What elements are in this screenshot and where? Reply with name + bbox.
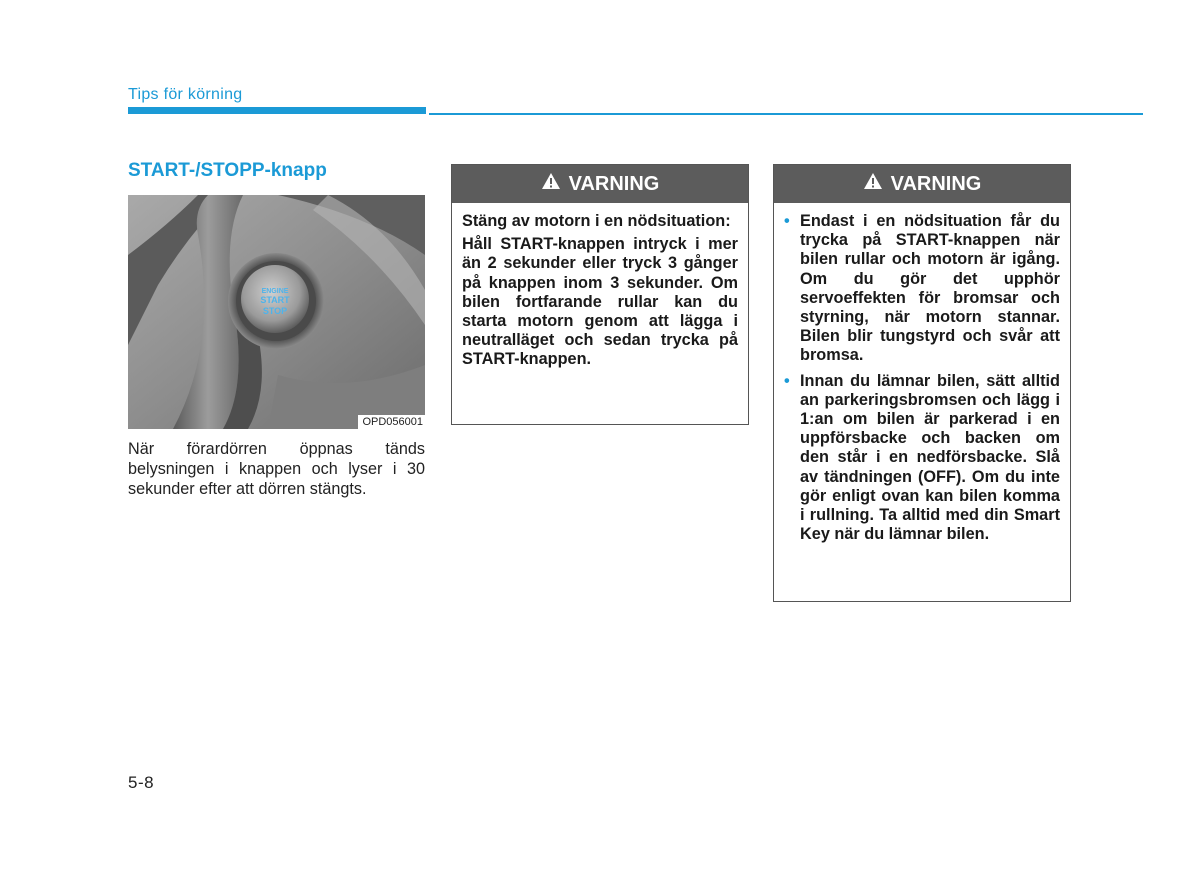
button-label-stop: STOP: [262, 306, 288, 316]
start-stop-button-photo: [128, 195, 425, 429]
page-number: 5-8: [128, 773, 155, 792]
warning-header-1: [452, 165, 748, 203]
warning-box-1: [451, 164, 749, 425]
warning-box-2: [773, 164, 1071, 602]
warning2-bullet-2: [784, 372, 1060, 545]
body-paragraph: När förardörren öppnas tänds belysningen i knappen och lyser i 30 sekunder efter att dörren stängts.: [128, 440, 425, 498]
warning2-bullet-text-2: Innan du lämnar bilen, sätt alltid an parkeringsbromsen och lägg i 1:an om bilen är parkerad i en uppförsbacke och backen om den står i en nedförsbacke. Slå av tändningen (OFF). Om du inte gör enligt ovan kan bilen komma i rullning. Ta alltid med din Smart Key när du lämnar bilen.: [800, 371, 1060, 544]
warning-triangle-icon: [863, 172, 883, 196]
warning-heading-2: VARNING: [890, 172, 982, 195]
bullet-icon: •: [784, 371, 790, 390]
warning-header-2: [774, 165, 1070, 203]
warning-triangle-icon: [541, 172, 561, 196]
bullet-icon: •: [784, 212, 790, 230]
warning1-para2: Håll START-knappen intryck i mer än 2 sekunder eller tryck 3 gånger på knappen inom 3 sekunder. Om bilen fortfarande rullar kan du starta motorn genom att lägga i neutralläget och sedan trycka på START-knappen.: [462, 235, 738, 369]
warning1-para1: Stäng av motorn i en nödsituation:: [462, 212, 731, 230]
header-rule-thin: [429, 113, 1143, 115]
button-label-start: START: [260, 295, 290, 305]
warning2-bullet-text-1: Endast i en nödsituation får du trycka på START-knappen när bilen rullar och motorn är igång. Om du gör det upphör servoeffekten för bromsar och styrning, när motorn stannar. Bilen blir tungstyrd och svår att bromsa.: [800, 212, 1060, 365]
warning2-bullet-1: [784, 212, 1060, 366]
section-title: START-/STOPP-knapp: [128, 160, 327, 181]
section-header: Tips för körning: [128, 86, 243, 103]
warning-heading-1: VARNING: [568, 172, 660, 195]
button-label-engine: ENGINE: [261, 288, 289, 295]
photo-code: OPD056001: [358, 415, 425, 429]
header-rule-thick: [128, 107, 426, 114]
